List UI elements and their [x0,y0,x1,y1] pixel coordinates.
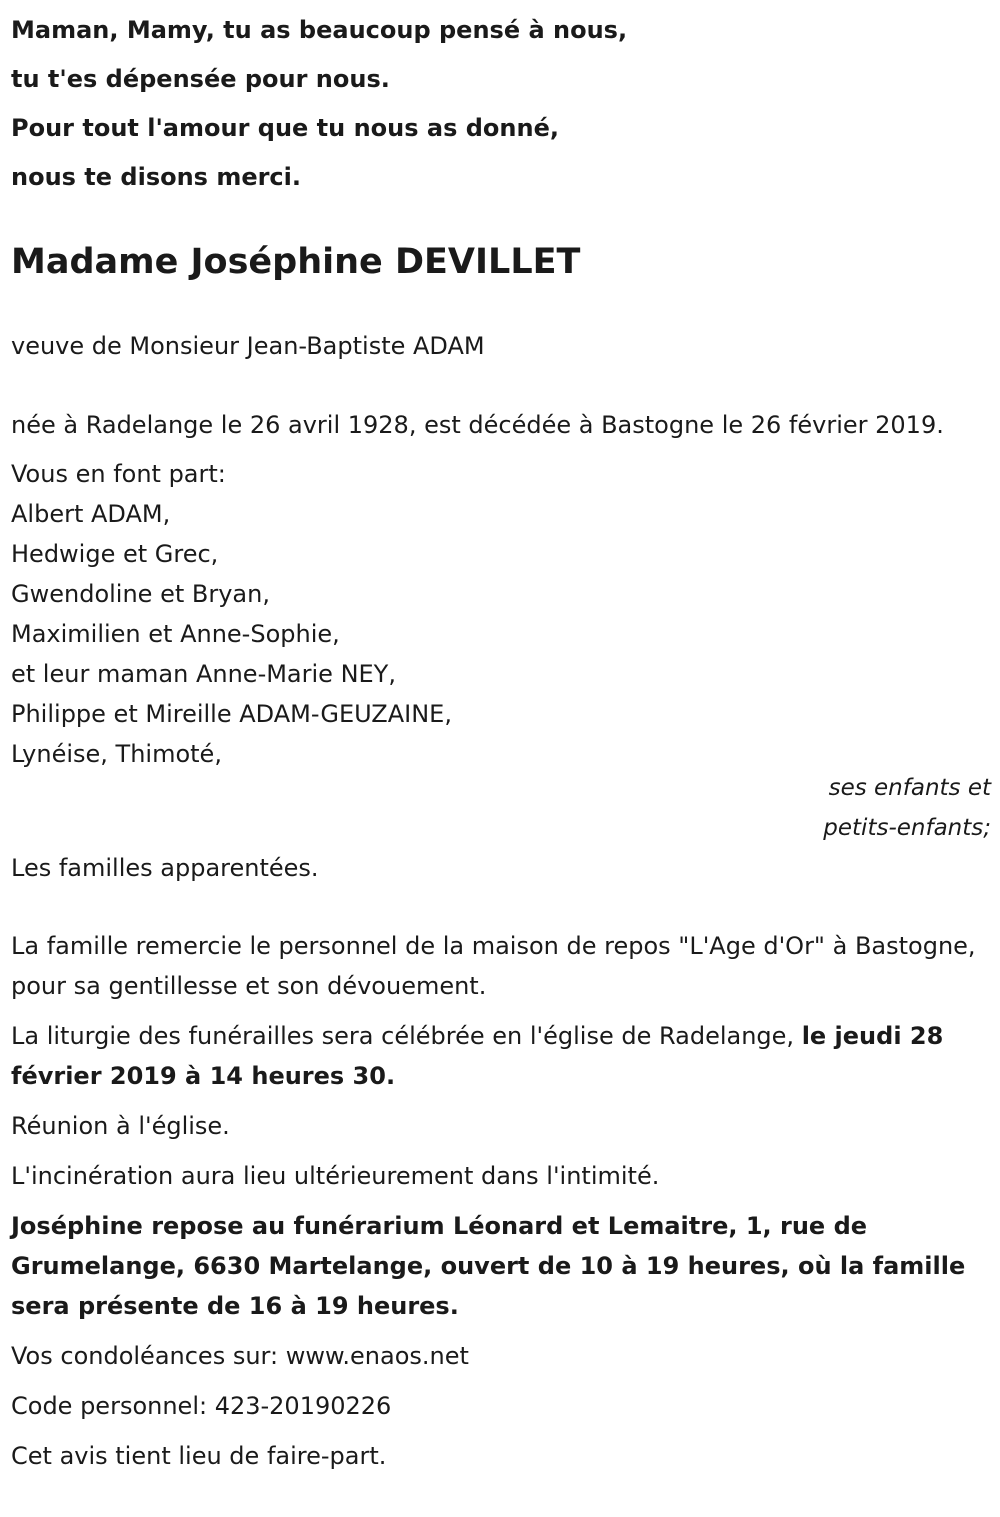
announcer-line: Albert ADAM, [11,500,171,528]
announcer-line: Lynéise, Thimoté, [11,740,222,768]
announcer-line: Hedwige et Grec, [11,540,219,568]
poem [11,6,991,202]
announcer-line: et leur maman Anne-Marie NEY, [11,660,396,688]
condolences-text: Vos condoléances sur: www.enaos.net [11,1342,469,1370]
widow-of-text: veuve de Monsieur Jean-Baptiste ADAM [11,332,485,360]
announcers-block [11,454,991,774]
birth-death-text: née à Radelange le 26 avril 1928, est décédée à Bastogne le 26 février 2019. [11,411,944,439]
poem-line: tu t'es dépensée pour nous. [11,65,390,93]
resting-text: Joséphine repose au funérarium Léonard et Lemaitre, 1, rue de Grumelange, 6630 Martelange, ouvert de 10 à 19 heures, où la famille sera présente de 16 à 19 heures. [11,1212,966,1320]
relation-note-line: petits-enfants; [823,815,991,841]
announcers-intro: Vous en font part: [11,460,226,488]
liturgy-prefix: La liturgie des funérailles sera célébrée en l'église de Radelange, [11,1022,802,1050]
announcer-line: Philippe et Mireille ADAM-GEUZAINE, [11,700,452,728]
announcer-line: Maximilien et Anne-Sophie, [11,620,340,648]
poem-line: Pour tout l'amour que tu nous as donné, [11,114,559,142]
liturgy-date: le jeudi 28 février 2019 à 14 heures 30. [11,1022,944,1090]
poem-line: Maman, Mamy, tu as beaucoup pensé à nous, [11,16,628,44]
cremation-text: L'incinération aura lieu ultérieurement dans l'intimité. [11,1162,660,1190]
liturgy-text [11,1016,991,1096]
obituary-notice [11,0,991,1476]
relation-note-line: ses enfants et [828,775,991,801]
personal-code-text: Code personnel: 423-20190226 [11,1392,392,1420]
deceased-name: Madame Joséphine DEVILLET [11,242,581,282]
related-families: Les familles apparentées. [11,854,319,882]
thanks-text: La famille remercie le personnel de la maison de repos "L'Age d'Or" à Bastogne, pour sa gentillesse et son dévouement. [11,932,976,1000]
meeting-text: Réunion à l'église. [11,1112,230,1140]
poem-line: nous te disons merci. [11,163,302,191]
notice-text: Cet avis tient lieu de faire-part. [11,1442,387,1470]
announcer-line: Gwendoline et Bryan, [11,580,270,608]
relation-note [11,768,991,848]
